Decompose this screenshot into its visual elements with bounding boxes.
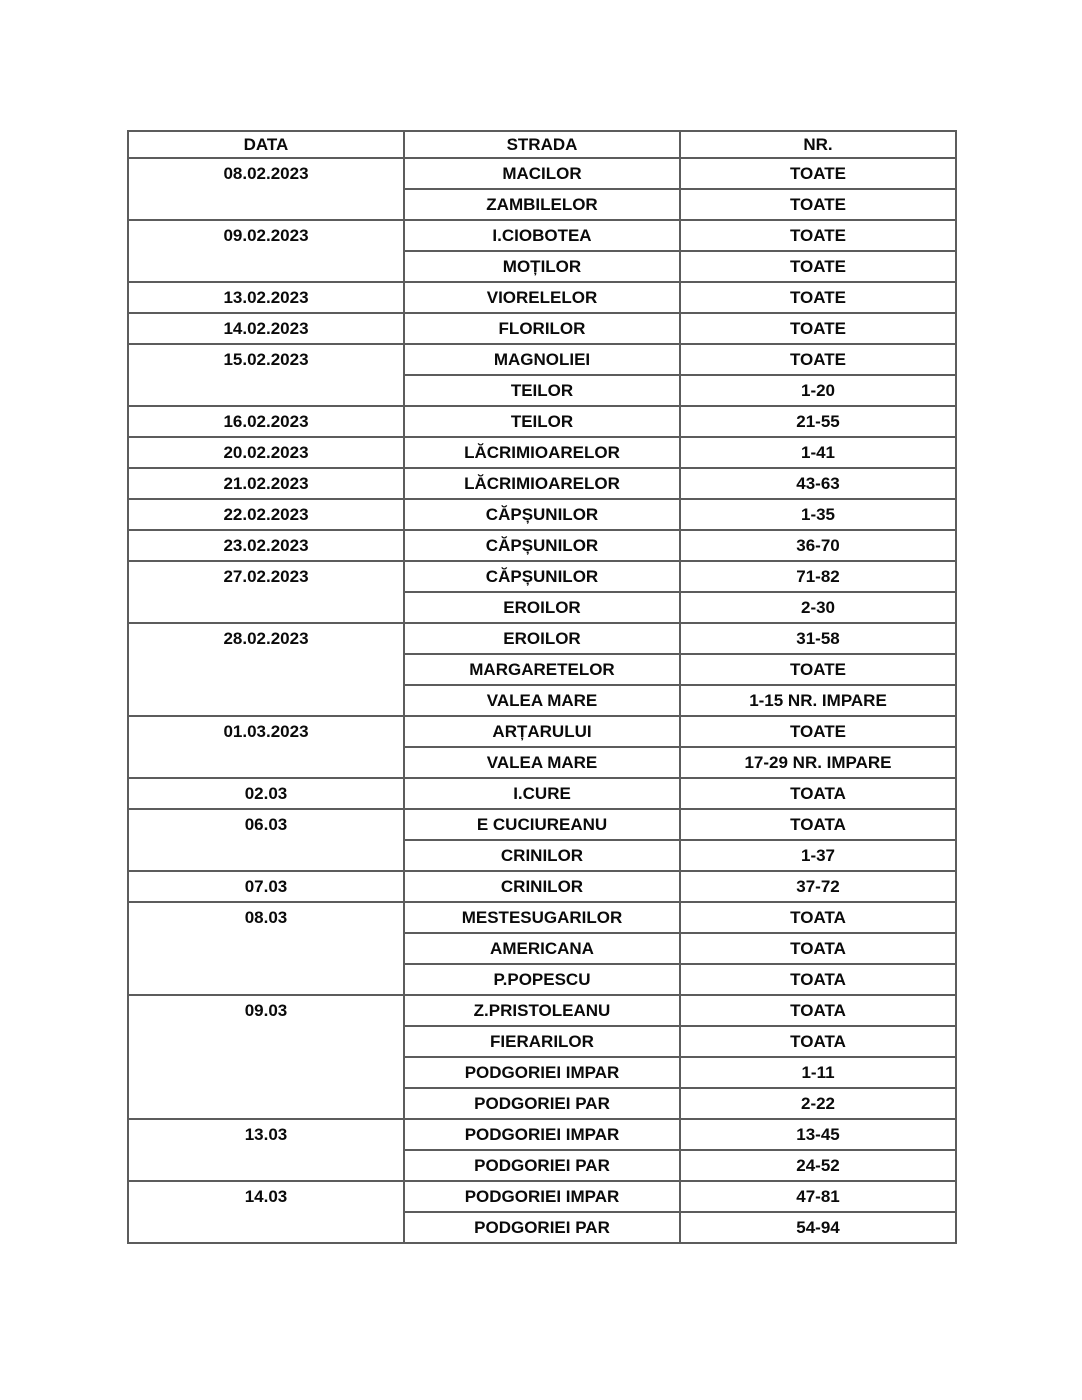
nr-cell: 13-45 (680, 1119, 956, 1150)
strada-cell: E CUCIUREANU (404, 809, 680, 840)
nr-cell: TOATE (680, 716, 956, 747)
date-cell: 14.02.2023 (128, 313, 404, 344)
table-row (128, 995, 956, 1026)
nr-cell: TOATE (680, 282, 956, 313)
date-cell: 07.03 (128, 871, 404, 902)
nr-cell: 54-94 (680, 1212, 956, 1243)
nr-cell: TOATA (680, 964, 956, 995)
table-row (128, 344, 956, 375)
table-row (128, 437, 956, 468)
date-cell: 13.03 (128, 1119, 404, 1181)
schedule-table (127, 130, 957, 1244)
strada-cell: EROILOR (404, 592, 680, 623)
nr-cell: TOATA (680, 995, 956, 1026)
date-cell: 02.03 (128, 778, 404, 809)
nr-cell: 17-29 NR. IMPARE (680, 747, 956, 778)
strada-cell: FLORILOR (404, 313, 680, 344)
date-cell: 15.02.2023 (128, 344, 404, 406)
table-row (128, 716, 956, 747)
nr-cell: 2-30 (680, 592, 956, 623)
table-row (128, 871, 956, 902)
table-row (128, 809, 956, 840)
table-row (128, 313, 956, 344)
date-cell: 08.03 (128, 902, 404, 995)
table-row (128, 530, 956, 561)
nr-cell: 1-11 (680, 1057, 956, 1088)
strada-cell: CĂPȘUNILOR (404, 499, 680, 530)
strada-cell: PODGORIEI IMPAR (404, 1057, 680, 1088)
nr-cell: TOATE (680, 220, 956, 251)
date-cell: 28.02.2023 (128, 623, 404, 716)
date-cell: 09.02.2023 (128, 220, 404, 282)
nr-cell: 1-37 (680, 840, 956, 871)
date-cell: 21.02.2023 (128, 468, 404, 499)
strada-cell: ARȚARULUI (404, 716, 680, 747)
strada-cell: EROILOR (404, 623, 680, 654)
table-row (128, 282, 956, 313)
table-row (128, 220, 956, 251)
strada-cell: CĂPȘUNILOR (404, 561, 680, 592)
strada-cell: MARGARETELOR (404, 654, 680, 685)
nr-cell: TOATE (680, 251, 956, 282)
table-row (128, 623, 956, 654)
nr-cell: TOATE (680, 158, 956, 189)
strada-cell: MAGNOLIEI (404, 344, 680, 375)
nr-cell: TOATA (680, 1026, 956, 1057)
table-row (128, 499, 956, 530)
nr-cell: 43-63 (680, 468, 956, 499)
strada-cell: VALEA MARE (404, 747, 680, 778)
strada-cell: I.CIOBOTEA (404, 220, 680, 251)
strada-cell: MACILOR (404, 158, 680, 189)
date-cell: 20.02.2023 (128, 437, 404, 468)
strada-cell: MOȚILOR (404, 251, 680, 282)
table-row (128, 1119, 956, 1150)
nr-cell: 31-58 (680, 623, 956, 654)
strada-cell: PODGORIEI PAR (404, 1212, 680, 1243)
date-cell: 09.03 (128, 995, 404, 1119)
strada-cell: VIORELELOR (404, 282, 680, 313)
nr-cell: TOATE (680, 189, 956, 220)
nr-cell: TOATA (680, 809, 956, 840)
date-cell: 22.02.2023 (128, 499, 404, 530)
nr-cell: 47-81 (680, 1181, 956, 1212)
nr-cell: 1-41 (680, 437, 956, 468)
table-row (128, 778, 956, 809)
nr-cell: TOATE (680, 654, 956, 685)
table-row (128, 468, 956, 499)
nr-cell: TOATE (680, 313, 956, 344)
table-row (128, 561, 956, 592)
strada-cell: TEILOR (404, 375, 680, 406)
nr-cell: 36-70 (680, 530, 956, 561)
strada-cell: VALEA MARE (404, 685, 680, 716)
nr-cell: 21-55 (680, 406, 956, 437)
date-cell: 01.03.2023 (128, 716, 404, 778)
strada-cell: PODGORIEI PAR (404, 1088, 680, 1119)
table-row (128, 1181, 956, 1212)
strada-cell: AMERICANA (404, 933, 680, 964)
nr-cell: 2-22 (680, 1088, 956, 1119)
strada-cell: LĂCRIMIOARELOR (404, 468, 680, 499)
schedule-table-body (128, 158, 956, 1243)
date-cell: 13.02.2023 (128, 282, 404, 313)
strada-cell: FIERARILOR (404, 1026, 680, 1057)
strada-cell: MESTESUGARILOR (404, 902, 680, 933)
strada-cell: PODGORIEI IMPAR (404, 1119, 680, 1150)
strada-cell: CĂPȘUNILOR (404, 530, 680, 561)
nr-cell: 1-15 NR. IMPARE (680, 685, 956, 716)
nr-cell: TOATA (680, 933, 956, 964)
strada-cell: P.POPESCU (404, 964, 680, 995)
date-cell: 06.03 (128, 809, 404, 871)
table-row (128, 406, 956, 437)
nr-cell: 1-20 (680, 375, 956, 406)
col-header-nr: NR. (680, 131, 956, 158)
strada-cell: I.CURE (404, 778, 680, 809)
nr-cell: 71-82 (680, 561, 956, 592)
date-cell: 14.03 (128, 1181, 404, 1243)
strada-cell: Z.PRISTOLEANU (404, 995, 680, 1026)
date-cell: 27.02.2023 (128, 561, 404, 623)
nr-cell: TOATA (680, 778, 956, 809)
table-row (128, 902, 956, 933)
date-cell: 23.02.2023 (128, 530, 404, 561)
header-row (128, 131, 956, 158)
strada-cell: PODGORIEI PAR (404, 1150, 680, 1181)
date-cell: 08.02.2023 (128, 158, 404, 220)
col-header-strada: STRADA (404, 131, 680, 158)
date-cell: 16.02.2023 (128, 406, 404, 437)
nr-cell: 1-35 (680, 499, 956, 530)
nr-cell: 37-72 (680, 871, 956, 902)
strada-cell: ZAMBILELOR (404, 189, 680, 220)
nr-cell: TOATE (680, 344, 956, 375)
strada-cell: PODGORIEI IMPAR (404, 1181, 680, 1212)
strada-cell: CRINILOR (404, 840, 680, 871)
strada-cell: CRINILOR (404, 871, 680, 902)
col-header-data: DATA (128, 131, 404, 158)
nr-cell: TOATA (680, 902, 956, 933)
table-row (128, 158, 956, 189)
strada-cell: TEILOR (404, 406, 680, 437)
strada-cell: LĂCRIMIOARELOR (404, 437, 680, 468)
nr-cell: 24-52 (680, 1150, 956, 1181)
